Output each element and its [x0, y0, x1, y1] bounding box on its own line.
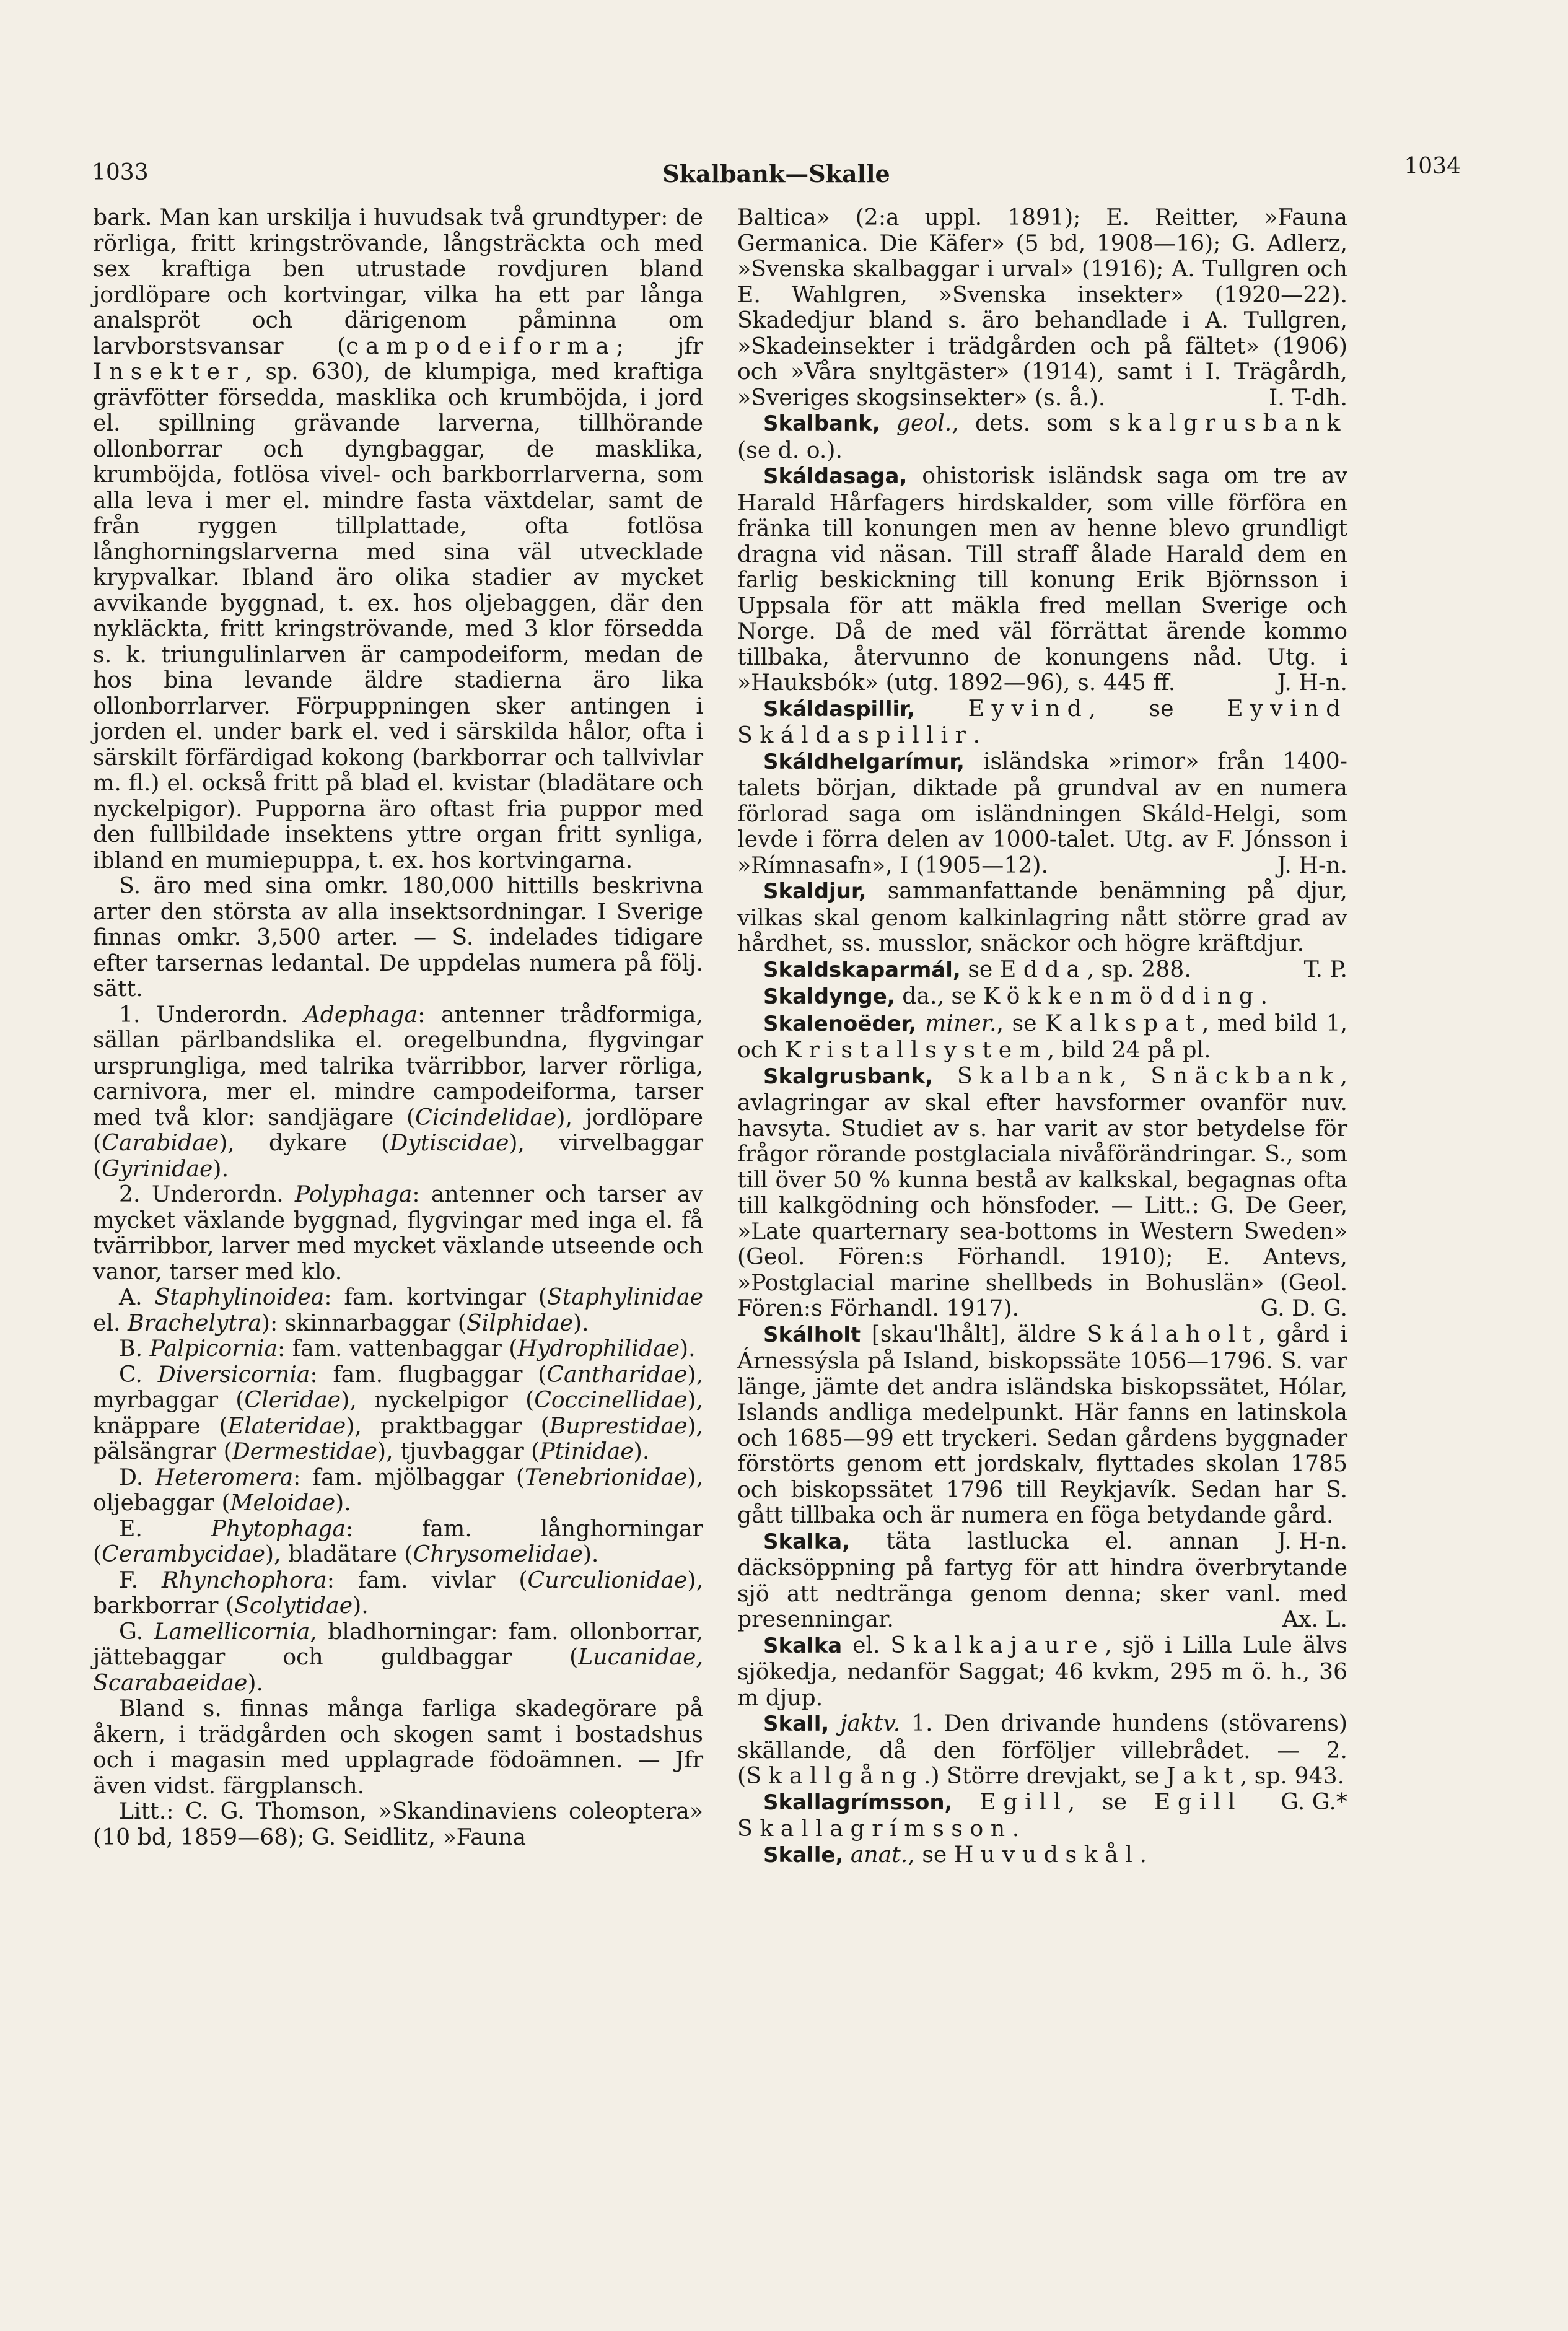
entry-headword: Skalenoëder, [763, 1011, 917, 1036]
text-run: Skalkajaure [890, 1631, 1105, 1658]
text-run: : antenner trådformiga, sällan pärlbandslika el. oregelbundna, flygvingar ursprungliga, med talrika tvärribbor, larver rörliga, carnivora, mer el. mindre campodeiforma, tarser med två klor: sandjägare ( [93, 1000, 703, 1131]
text-run: B. [119, 1335, 150, 1362]
entry-headword: Skalle, [763, 1842, 844, 1868]
entry-headword: Skálholt [763, 1322, 861, 1347]
text-run: isländska »rimor» från 1400-talets början, diktade på grundval av en numera förlorad saga om isländningen Skáld-Helgi, som levde i förra delen av 1000-talet. Utg. av F. Jónsson i »Rímnasafn», I (1905—12). [737, 747, 1347, 878]
author-signature: Ax. L. [1282, 1606, 1347, 1632]
italic-term: miner. [925, 1009, 997, 1036]
entry-headword: Skáldhelgarímur, [763, 749, 965, 774]
text-run: , sp. 943. [1240, 1762, 1345, 1789]
text-run: . [1012, 1815, 1020, 1842]
text-run: ). [212, 1155, 229, 1182]
text-run: ): skinnarbaggar ( [261, 1309, 466, 1336]
italic-term: Dermestidae [232, 1438, 378, 1464]
text-run: : fam. vivlar ( [326, 1566, 528, 1593]
paragraph [93, 1336, 703, 1362]
text-run: , sp. 288. [1087, 955, 1191, 982]
text-run: ). [353, 1592, 369, 1619]
text-run: , dets. som [952, 409, 1110, 436]
text-run: Edda [999, 955, 1087, 982]
entry-headword: Skall, [763, 1712, 830, 1736]
text-run: : fam. kortvingar ( [324, 1284, 547, 1310]
text-run: Jakt [1166, 1762, 1240, 1789]
text-run: Baltica» (2:a uppl. 1891); E. Reitter, »Fauna Germanica. Die Käfer» (5 bd, 1908—16); G. Adlerz, »Svenska skalbaggar i urval» (1916); A. Tullgren och E. Wahlgren, »Svenska insekter» (1920—22). Skadedjur bland s. äro behandlade i A. Tullgren, »Skadeinsekter i trädgården och på fältet» (1906) och »Våra snyltgäster» (1914), samt i I. Trägårdh, »Sveriges skogsinsekter» (s. å.). [737, 204, 1347, 411]
italic-term: anat. [850, 1840, 908, 1868]
author-signature: G. D. G. [1260, 1295, 1347, 1321]
author-signature: J. H-n. [1277, 1527, 1347, 1554]
italic-term: Palpicornia [149, 1335, 278, 1362]
italic-term: Dytiscidae [390, 1129, 509, 1156]
text-run: , bladhorningar: fam. ollonborrar, jättebaggar och guldbaggar ( [93, 1617, 703, 1670]
text-run: ), tjuvbaggar ( [377, 1438, 540, 1464]
text-run: ), dykare ( [219, 1129, 390, 1156]
italic-term: Ptinidae [540, 1438, 634, 1464]
italic-term: Silphidae [466, 1309, 573, 1336]
italic-term: geol. [896, 409, 952, 436]
text-run: Skálaholt [1087, 1320, 1259, 1347]
entry-headword: Skallagrímsson, [763, 1790, 953, 1815]
text-run: Kökkenmödding [983, 982, 1261, 1009]
author-signature: I. T-dh. [1269, 383, 1347, 411]
text-run: .) Större drevjakt, se [924, 1762, 1167, 1789]
text-run: (se d. o.). [737, 436, 843, 463]
text-run: D. [119, 1463, 155, 1490]
text-run: [skau'lhålt], äldre [861, 1320, 1087, 1347]
text-run: F. [119, 1566, 162, 1593]
text-run: ). [335, 1489, 351, 1516]
text-run: ), pälsängrar ( [93, 1412, 703, 1464]
italic-term: Staphylinidae [547, 1284, 704, 1310]
text-run: , se [1067, 1788, 1154, 1815]
paragraph [93, 1362, 703, 1464]
text-run: ). [582, 1541, 599, 1567]
text-run: Eyvind [968, 694, 1089, 722]
italic-term: Heteromera [155, 1463, 294, 1490]
paragraph: S. äro med sina omkr. 180,000 hittills beskrivna arter den största av alla insektsordningar. I Sverige finnas omkr. 3,500 arter. — S. indelades tidigare efter tarsernas ledantal. De uppdelas numera på följ. sätt. [93, 872, 703, 1002]
entry-headword: Skalgrusbank, [763, 1064, 934, 1089]
text-run: täta lastlucka el. annan däcksöppning på fartyg för att hindra överbrytande sjö att nedtränga genom denna; sker vanl. med presenningar. [737, 1527, 1347, 1632]
italic-term: Staphylinoidea [154, 1284, 325, 1310]
paragraph [93, 1567, 703, 1619]
text-run: sammanfattande benämning på djur, vilkas skal genom kalkinlagring nått större grad av hårdhet, ss. musslor, snäckor och högre kräftdjur. [737, 877, 1347, 956]
right-column-number: 1034 [1404, 154, 1461, 179]
text-run: Egill Skallagrímsson [737, 1788, 1243, 1842]
text-run: ). [247, 1669, 264, 1696]
italic-term: Diversicornia [157, 1360, 310, 1388]
text-run: : fam. vattenbaggar ( [278, 1335, 518, 1362]
text-run: Kalkspat [1045, 1009, 1202, 1036]
text-run: ). [680, 1335, 696, 1362]
text-run: C. [119, 1360, 158, 1388]
entry-headword: Skalka [763, 1633, 843, 1658]
text-run: Skalbank [957, 1062, 1120, 1089]
text-run: . [1260, 982, 1268, 1009]
text-run: da., se [895, 982, 983, 1009]
italic-term: Tenebrionidae [525, 1463, 688, 1490]
text-run: A. [119, 1284, 155, 1310]
author-signature: T. P. [1303, 955, 1347, 982]
text-run: , bild 24 på pl. [1047, 1036, 1211, 1063]
text-run: . [1139, 1840, 1147, 1868]
italic-term: Buprestidae [549, 1412, 688, 1439]
paragraph [93, 1284, 703, 1336]
entry-skaldskaparmal [737, 956, 1347, 984]
text-run: 1. Den drivande hundens (stövarens) skällande, då den förföljer villebrådet. — 2. ( [737, 1710, 1347, 1789]
text-run: G. [119, 1617, 154, 1645]
italic-term: Brachelytra [128, 1309, 261, 1336]
text-run: ), nyckelpigor ( [341, 1386, 535, 1413]
text-run: ), bladätare ( [265, 1541, 413, 1567]
entry-skaldasaga [737, 463, 1347, 696]
italic-term: Phytophaga [211, 1515, 346, 1542]
author-signature: J. H-n. [1277, 851, 1347, 878]
text-run: Eyvind Skáldaspillir [737, 694, 1347, 748]
entry-skalle [737, 1842, 1347, 1869]
text-run: Snäckbank [1150, 1062, 1341, 1089]
italic-term: Lucanidae, Scarabaeidae [93, 1643, 703, 1696]
text-run: ), praktbaggar ( [346, 1412, 550, 1439]
paragraph: Bland s. finnas många farliga skadegörare på åkern, i trädgården och skogen samt i bostadshus och i magasin med upplagrade födoämnen. — Jfr även vidst. färgplansch. [93, 1695, 703, 1799]
italic-term: Meloidae [230, 1489, 336, 1516]
italic-term: Lamellicornia [154, 1617, 310, 1645]
entry-skaldhelgarimur [737, 748, 1347, 878]
entry-headword: Skalka, [763, 1529, 851, 1554]
paragraph: Litt.: C. G. Thomson, »Skandinaviens coleoptera» (10 bd, 1859—68); G. Seidlitz, »Fauna [93, 1798, 703, 1850]
text-run: 2. Underordn. [119, 1181, 295, 1207]
italic-term: Rhynchophora [161, 1566, 327, 1593]
left-column [93, 204, 703, 1850]
text-run: , [1119, 1062, 1151, 1089]
entry-skalenoeder [737, 1010, 1347, 1063]
entry-headword: Skaldynge, [763, 984, 895, 1009]
text-run: ; jfr [616, 332, 703, 359]
text-run: ohistorisk isländsk saga om tre av Harald Hårfagers hirdskalder, som ville förföra en fränka till konungen men av henne blevo grundligt dragna vid näsan. Till straff ålade Harald dem en farlig beskickning till konung Erik Björnsson i Uppsala för att mäkla fred mellan Sverige och Norge. Då de med väl förrättat ärende kommo tillbaka, återvunno de konungens nåd. Utg. i »Hauksbók» (utg. 1892—96), s. 445 ff. [737, 462, 1347, 696]
paragraph [93, 204, 703, 873]
text-run: se [960, 955, 1000, 982]
paragraph [93, 1464, 703, 1516]
entry-skalbank [737, 410, 1347, 463]
text-run: ). [633, 1438, 650, 1464]
paragraph [93, 1619, 703, 1696]
text-run: ), jordlöpare ( [93, 1103, 703, 1156]
paragraph [93, 1002, 703, 1182]
italic-term: Cicindelidae [415, 1103, 557, 1131]
text-run: , avlagringar av skal efter havsformer ovanför nuv. havsyta. Studiet av s. har varit av stor betydelse för frågor rörande postglaciala nivåförändringar. S., som till över 50 % kunna bestå av kalkskal, begagnas ofta till kalkgödning och hönsfoder. — Litt.: G. De Geer, »Late quarternary sea-bottoms in Western Sweden» (Geol. Fören:s Förhandl. 1910); E. Antevs, »Postglacial marine shellbeds in Bohuslän» (Geol. Fören:s Förhandl. 1917). [737, 1062, 1347, 1321]
text-run: : fam. flugbaggar ( [310, 1360, 547, 1388]
author-signature: J. H-n. [1277, 669, 1347, 696]
italic-term: Scolytidae [234, 1592, 353, 1619]
entry-skalgrusbank [737, 1063, 1347, 1321]
italic-term: Cerambycidae [102, 1541, 266, 1567]
text-run: Insekter [93, 358, 245, 385]
italic-term: Cantharidae [546, 1360, 688, 1388]
text-run: Egill [979, 1788, 1068, 1815]
italic-term: Adephaga [304, 1000, 418, 1028]
entry-skaldynge [737, 983, 1347, 1010]
text-run: , sp. 630), de klumpiga, med kraftiga grävfötter försedda, masklika och krumböjda, i jord el. spillning grävande larverna, tillhörande ollonborrar och dyngbaggar, de masklika, krumböjda, fotlösa vivel- och barkborrlarverna, som alla leva i mer el. mindre fasta växtdelar, samt de från ryggen tillplattade, ofta fotlösa långhorningslarverna med sina väl utvecklade krypvalkar. Ibland äro olika stadier av mycket avvikande byggnad, t. ex. hos oljebaggen, där den nykläckta, fritt kringströvande, med 3 klor försedda s. k. triungulinlarven är campodeiform, medan de hos bina levande äldre stadierna äro lika ollonborrlarver. Förpuppningen sker antingen i jorden el. under bark el. ved i särskilda hålor, ofta i särskilt förfärdigad kokong (barkborrar och tallvivlar m. fl.) el. också fritt på blad el. kvistar (bladätare och nyckelpigor). Pupporna äro oftast fria puppor med den fullbildade insektens yttre organ fritt synliga, ibland en mumiepuppa, t. ex. hos kortvingarna. [93, 358, 703, 873]
entry-continuation [737, 204, 1347, 410]
text-run: ), oljebaggar ( [93, 1463, 703, 1516]
text-run: Huvudskål [953, 1840, 1140, 1868]
left-column-number: 1033 [92, 160, 149, 185]
text-run: , gård i Árnessýsla på Island, biskopssäte 1056—1796. S. var länge, jämte det andra isländska biskopssätet, Hólar, Islands andliga medelpunkt. Här fanns en latinskola och 1685—99 ett tryckeri. Sedan gårdens byggnader förstörts genom ett jordskalv, flyttades skolan 1785 och biskopssätet 1796 till Reykjavík. Sedan har S. gått tillbaka och är numera en föga betydande gård. [737, 1320, 1347, 1528]
text-run: el. [842, 1631, 891, 1658]
page-header [92, 154, 1461, 191]
text-run: ), myrbaggar ( [93, 1360, 704, 1413]
text-run: ), barkborrar ( [93, 1566, 704, 1619]
text-run: : fam. mjölbaggar ( [293, 1463, 525, 1490]
italic-term: jaktv. [840, 1710, 901, 1736]
text-run: , se [908, 1840, 954, 1868]
paragraph [93, 1516, 703, 1567]
text-run: el. [93, 1309, 128, 1336]
text-run: ). [572, 1309, 589, 1336]
italic-term: Polyphaga [294, 1181, 413, 1207]
entry-headword: Skaldskaparmál, [763, 957, 961, 982]
text-run: campodeiforma [346, 332, 616, 359]
entry-skalka-lake [737, 1632, 1347, 1711]
right-column [737, 204, 1347, 1868]
page-title: Skalbank—Skalle [662, 160, 890, 188]
text-run: : fam. långhorningar ( [93, 1515, 703, 1567]
entry-skaldaspillir [737, 696, 1347, 748]
author-signature: G. G.* [1281, 1788, 1347, 1815]
italic-term: Gyrinidae [102, 1155, 213, 1182]
entry-headword: Skáldasaga, [763, 464, 908, 489]
italic-term: Coccinellidae [534, 1386, 688, 1413]
text-run: , se [1088, 694, 1227, 722]
text-run: Kristallsystem [784, 1036, 1048, 1063]
text-run: ), knäppare ( [93, 1386, 704, 1439]
text-run: skalgrusbank [1109, 409, 1347, 436]
text-run: Skallgång [746, 1762, 924, 1789]
entry-headword: Skalbank, [763, 411, 880, 436]
text-run: , sjö i Lilla Lule älvs sjökedja, nedanför Saggat; 46 kvkm, 295 m ö. h., 36 m djup. [737, 1631, 1347, 1711]
text-run: ), virvelbaggar ( [93, 1129, 703, 1182]
italic-term: Curculionidae [527, 1566, 688, 1593]
italic-term: Elateridae [227, 1412, 346, 1439]
entry-headword: Skáldaspillir, [763, 696, 915, 722]
paragraph [93, 1181, 703, 1284]
italic-term: Hydrophilidae [517, 1335, 680, 1362]
entry-headword: Skaldjur, [763, 879, 867, 904]
text-run: . [973, 722, 981, 748]
text-run: bark. Man kan urskilja i huvudsak två grundtyper: de rörliga, fritt kringströvande, långsträckta och med sex kraftiga ben utrustade rovdjuren bland jordlöpare och kortvingar, vilka ha ett par långa analspröt och därigenom påminna om larvborstsvansar ( [93, 204, 703, 359]
italic-term: Chrysomelidae [413, 1541, 583, 1567]
italic-term: Cleridae [244, 1386, 341, 1413]
text-run: , se [996, 1009, 1046, 1036]
text-run: E. [119, 1515, 211, 1542]
italic-term: Carabidae [102, 1129, 219, 1156]
text-run: 1. Underordn. [119, 1000, 304, 1028]
text-run: : antenner och tarser av mycket växlande byggnad, flygvingar med inga el. få tvärribbor, larver med mycket växlande utseende och vanor, tarser med klo. [93, 1181, 703, 1285]
text-run: , med bild 1, och [737, 1009, 1347, 1063]
